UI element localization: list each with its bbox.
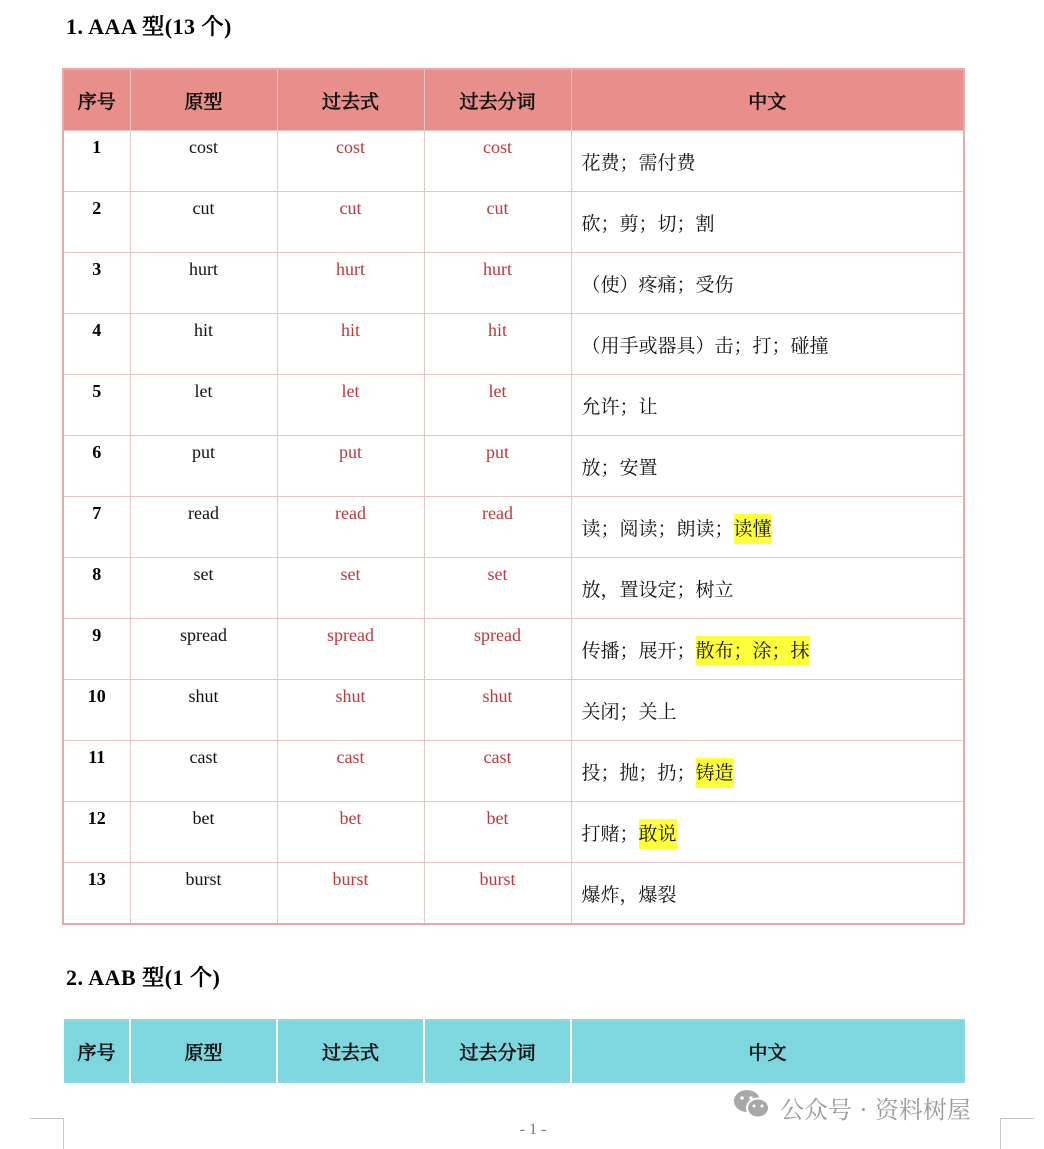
- past-participle-cell: [424, 253, 571, 314]
- chinese-meaning: [572, 819, 964, 846]
- past-tense-cell: [277, 619, 424, 680]
- table-header-row: [63, 1020, 964, 1082]
- chinese-meaning: [572, 758, 964, 785]
- row-index-cell: [63, 680, 130, 741]
- chinese-meaning: [572, 514, 964, 541]
- row-index-text: 4: [92, 320, 102, 340]
- past-tense-text: let: [341, 381, 360, 401]
- header-index: 序号: [63, 69, 130, 131]
- base-form-text: cut: [192, 198, 215, 218]
- base-form-text: hit: [193, 320, 213, 340]
- meaning-text: 传播；展开；: [581, 639, 696, 662]
- past-tense-text: set: [340, 564, 361, 584]
- row-index-cell: [63, 558, 130, 619]
- past-participle-cell: [424, 558, 571, 619]
- row-index-text: 5: [92, 381, 102, 401]
- base-form-cell: [130, 863, 277, 925]
- meaning-text: 打赌；: [581, 822, 639, 845]
- meaning-text: 放，置设定；树立: [581, 578, 734, 601]
- meaning-text: （用手或器具）击；打；碰撞: [581, 334, 829, 357]
- table-row: [63, 497, 964, 558]
- past-tense-cell: [277, 436, 424, 497]
- past-tense-cell: [277, 375, 424, 436]
- base-form-text: burst: [185, 869, 222, 889]
- meaning-text: （使）疼痛；受伤: [581, 273, 734, 296]
- highlighted-meaning: 散布；涂；抹: [696, 636, 810, 666]
- past-participle-cell: [424, 436, 571, 497]
- row-index-text: 11: [88, 747, 106, 767]
- base-form-cell: [130, 802, 277, 863]
- base-form-text: set: [193, 564, 214, 584]
- past-participle-text: cut: [486, 198, 509, 218]
- header-past-participle: 过去分词: [424, 69, 571, 131]
- meaning-text: 投；抛；扔；: [581, 761, 696, 784]
- row-index-cell: [63, 741, 130, 802]
- past-participle-text: put: [485, 442, 509, 462]
- past-participle-text: hurt: [483, 259, 512, 279]
- row-index-text: 2: [92, 198, 102, 218]
- header-past-tense: 过去式: [277, 69, 424, 131]
- meaning-text: 允许；让: [581, 395, 658, 418]
- watermark-text: 公众号 · 资料树屋: [780, 1095, 971, 1124]
- highlighted-meaning: 敢说: [639, 819, 677, 849]
- base-form-cell: [130, 558, 277, 619]
- past-tense-text: put: [338, 442, 362, 462]
- past-participle-cell: [424, 680, 571, 741]
- row-index-text: 7: [92, 503, 102, 523]
- chinese-meaning-cell: [571, 253, 964, 314]
- header-base-form: 原型: [130, 69, 277, 131]
- section-title-aab: 2. AAB 型(1 个): [66, 965, 221, 990]
- base-form-text: cost: [189, 137, 218, 157]
- chinese-meaning-cell: [571, 680, 964, 741]
- footer-rule-right: [1000, 1118, 1034, 1119]
- meaning-text: 放；安置: [581, 456, 658, 479]
- past-participle-cell: [424, 802, 571, 863]
- chinese-meaning: [572, 697, 964, 724]
- row-index-cell: [63, 619, 130, 680]
- chinese-meaning-cell: [571, 558, 964, 619]
- past-tense-text: cast: [336, 747, 365, 767]
- past-tense-cell: [277, 680, 424, 741]
- row-index-cell: [63, 192, 130, 253]
- past-participle-text: read: [482, 503, 513, 523]
- meaning-text: 花费；需付费: [581, 151, 696, 174]
- base-form-cell: [130, 375, 277, 436]
- row-index-cell: [63, 497, 130, 558]
- chinese-meaning: [572, 392, 964, 419]
- header-base-form: 原型: [130, 1020, 277, 1082]
- verb-table-aaa: [62, 68, 965, 925]
- row-index-text: 3: [92, 259, 102, 279]
- base-form-cell: [130, 436, 277, 497]
- past-participle-text: burst: [479, 869, 516, 889]
- base-form-cell: [130, 619, 277, 680]
- highlighted-meaning: 读懂: [734, 514, 772, 544]
- base-form-cell: [130, 253, 277, 314]
- past-tense-text: bet: [339, 808, 362, 828]
- table-row: [63, 558, 964, 619]
- row-index-cell: [63, 375, 130, 436]
- table-row: [63, 802, 964, 863]
- table-row: [63, 131, 964, 192]
- row-index-cell: [63, 802, 130, 863]
- row-index-text: 12: [87, 808, 106, 828]
- past-participle-text: set: [487, 564, 508, 584]
- past-participle-cell: [424, 192, 571, 253]
- past-tense-text: hurt: [336, 259, 365, 279]
- base-form-cell: [130, 741, 277, 802]
- past-participle-text: shut: [482, 686, 513, 706]
- footer-rule-left: [30, 1118, 64, 1119]
- chinese-meaning: [572, 453, 964, 480]
- chinese-meaning-cell: [571, 131, 964, 192]
- past-participle-text: hit: [487, 320, 507, 340]
- chinese-meaning-cell: [571, 436, 964, 497]
- row-index-cell: [63, 314, 130, 375]
- past-tense-cell: [277, 802, 424, 863]
- row-index-text: 9: [92, 625, 102, 645]
- row-index-text: 13: [87, 869, 106, 889]
- base-form-text: shut: [188, 686, 219, 706]
- page-number: - 1 -: [519, 1121, 547, 1138]
- base-form-text: cast: [189, 747, 218, 767]
- verb-table-aab: [62, 1019, 965, 1083]
- base-form-cell: [130, 192, 277, 253]
- chinese-meaning-cell: [571, 192, 964, 253]
- past-participle-cell: [424, 497, 571, 558]
- past-participle-text: let: [488, 381, 507, 401]
- past-tense-cell: [277, 253, 424, 314]
- past-tense-text: shut: [335, 686, 366, 706]
- past-participle-text: cast: [483, 747, 512, 767]
- wechat-icon: [732, 1088, 772, 1126]
- past-tense-cell: [277, 497, 424, 558]
- past-participle-cell: [424, 375, 571, 436]
- past-tense-text: hit: [340, 320, 360, 340]
- table-row: [63, 741, 964, 802]
- past-tense-cell: [277, 131, 424, 192]
- highlighted-meaning: 铸造: [696, 758, 734, 788]
- table-row: [63, 253, 964, 314]
- past-participle-text: bet: [486, 808, 509, 828]
- base-form-text: let: [194, 381, 213, 401]
- past-participle-cell: [424, 863, 571, 925]
- chinese-meaning: [572, 880, 964, 907]
- past-participle-cell: [424, 131, 571, 192]
- past-participle-cell: [424, 314, 571, 375]
- past-tense-cell: [277, 314, 424, 375]
- chinese-meaning-cell: [571, 497, 964, 558]
- header-past-participle: 过去分词: [424, 1020, 571, 1082]
- row-index-cell: [63, 131, 130, 192]
- past-tense-cell: [277, 192, 424, 253]
- header-index: 序号: [63, 1020, 130, 1082]
- base-form-cell: [130, 497, 277, 558]
- past-tense-text: cut: [339, 198, 362, 218]
- row-index-cell: [63, 436, 130, 497]
- past-participle-cell: [424, 619, 571, 680]
- chinese-meaning-cell: [571, 314, 964, 375]
- table-row: [63, 436, 964, 497]
- chinese-meaning: [572, 331, 964, 358]
- chinese-meaning-cell: [571, 802, 964, 863]
- past-tense-text: read: [335, 503, 366, 523]
- watermark: [732, 1088, 971, 1126]
- header-chinese: 中文: [571, 69, 964, 131]
- past-tense-cell: [277, 863, 424, 925]
- base-form-text: put: [191, 442, 215, 462]
- table-row: [63, 680, 964, 741]
- past-participle-cell: [424, 741, 571, 802]
- row-index-cell: [63, 253, 130, 314]
- past-tense-text: spread: [327, 625, 374, 645]
- past-tense-text: burst: [332, 869, 369, 889]
- chinese-meaning: [572, 270, 964, 297]
- past-tense-cell: [277, 741, 424, 802]
- base-form-text: hurt: [189, 259, 218, 279]
- meaning-text: 砍；剪；切；割: [581, 212, 715, 235]
- past-tense-cell: [277, 558, 424, 619]
- base-form-cell: [130, 680, 277, 741]
- base-form-text: read: [188, 503, 219, 523]
- row-index-text: 1: [92, 137, 102, 157]
- section-title-aaa: 1. AAA 型(13 个): [66, 14, 232, 39]
- past-tense-text: cost: [336, 137, 365, 157]
- table-row: [63, 375, 964, 436]
- row-index-text: 10: [87, 686, 106, 706]
- base-form-cell: [130, 314, 277, 375]
- table-row: [63, 863, 964, 925]
- chinese-meaning: [572, 148, 964, 175]
- base-form-text: spread: [180, 625, 227, 645]
- chinese-meaning: [572, 636, 964, 663]
- row-index-text: 6: [92, 442, 102, 462]
- chinese-meaning-cell: [571, 375, 964, 436]
- row-index-text: 8: [92, 564, 102, 584]
- table-row: [63, 314, 964, 375]
- chinese-meaning-cell: [571, 863, 964, 925]
- chinese-meaning: [572, 575, 964, 602]
- past-participle-text: cost: [483, 137, 512, 157]
- chinese-meaning-cell: [571, 741, 964, 802]
- base-form-text: bet: [192, 808, 215, 828]
- table-header-row: [63, 69, 964, 131]
- row-index-cell: [63, 863, 130, 925]
- chinese-meaning-cell: [571, 619, 964, 680]
- header-chinese: 中文: [571, 1020, 964, 1082]
- chinese-meaning: [572, 209, 964, 236]
- meaning-text: 爆炸，爆裂: [581, 883, 677, 906]
- table-row: [63, 619, 964, 680]
- past-participle-text: spread: [474, 625, 521, 645]
- base-form-cell: [130, 131, 277, 192]
- table-row: [63, 192, 964, 253]
- meaning-text: 读；阅读；朗读；: [581, 517, 734, 540]
- header-past-tense: 过去式: [277, 1020, 424, 1082]
- meaning-text: 关闭；关上: [581, 700, 677, 723]
